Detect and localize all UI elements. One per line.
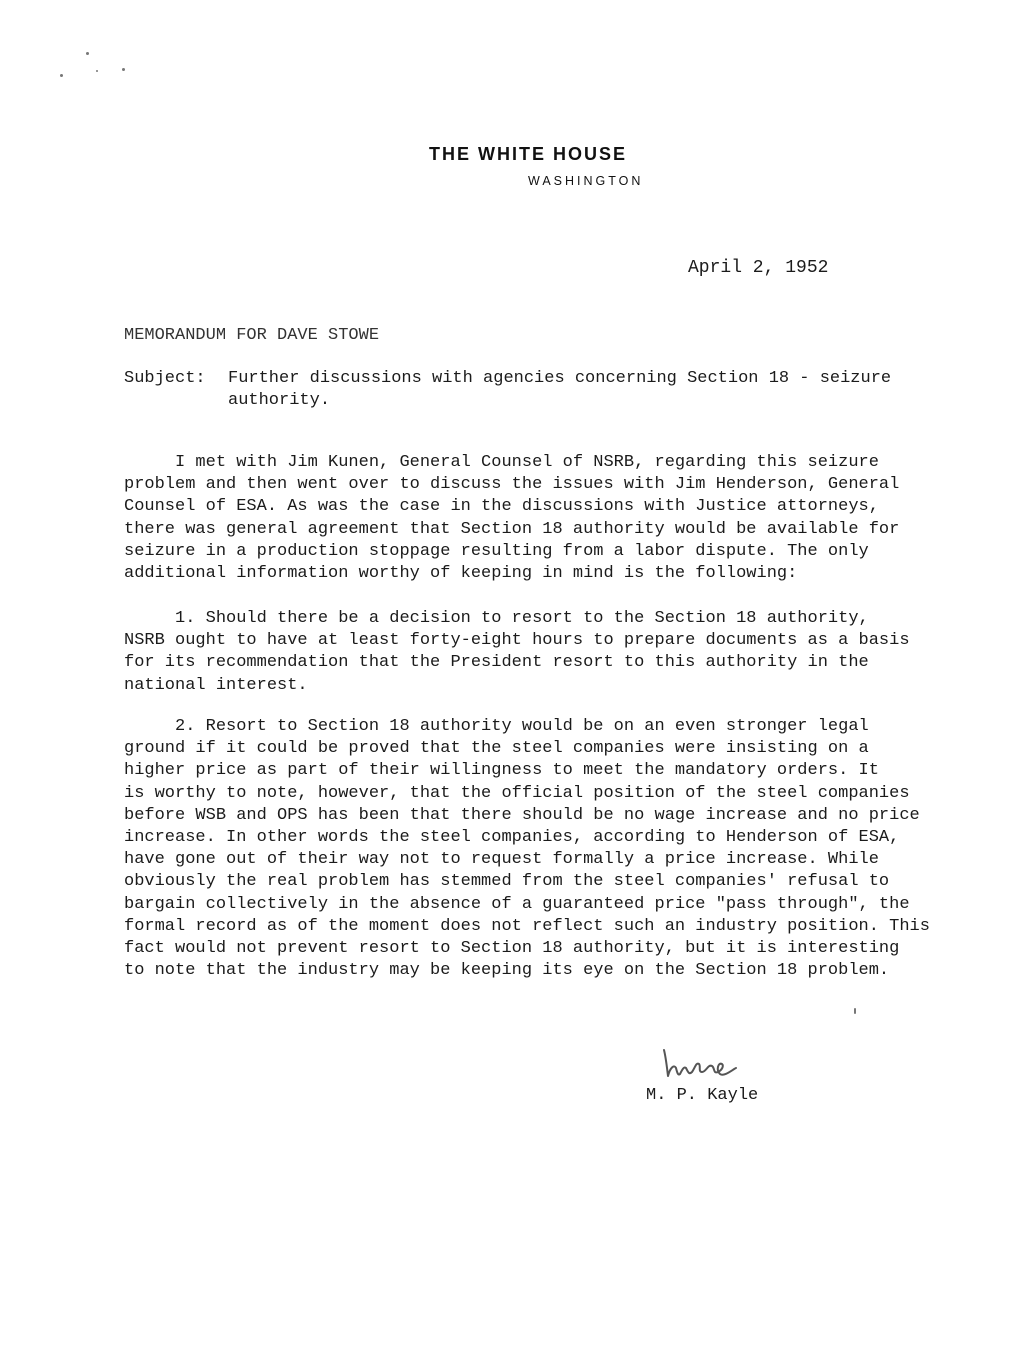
paragraph-line: formal record as of the moment does not reflect such an industry position. This	[124, 916, 930, 936]
paragraph-line: higher price as part of their willingness to meet the mandatory orders. It	[124, 761, 879, 781]
paragraph-line: ground if it could be proved that the steel companies were insisting on a	[124, 739, 869, 759]
paragraph-line: for its recommendation that the President resort to this authority in the	[124, 653, 869, 673]
paragraph-line: fact would not prevent resort to Section 18 authority, but it is interesting	[124, 939, 900, 959]
subject-label: Subject:	[124, 369, 206, 388]
paragraph-line: obviously the real problem has stemmed from the steel companies' refusal to	[124, 872, 890, 892]
paragraph-line: national interest.	[124, 675, 308, 695]
paragraph-line: increase. In other words the steel companies, according to Henderson of ESA,	[124, 828, 900, 848]
paragraph-intro	[124, 452, 964, 585]
paragraph-line: before WSB and OPS has been that there should be no wage increase and no price	[124, 805, 920, 825]
paragraph-line: seizure in a production stoppage resulting from a labor dispute. The only	[124, 541, 869, 561]
paragraph-point-2	[124, 716, 964, 982]
speck-mark	[122, 68, 125, 71]
subject-block	[124, 368, 891, 412]
memo-recipient: MEMORANDUM FOR DAVE STOWE	[124, 326, 380, 345]
signer-name: M. P. Kayle	[646, 1086, 759, 1105]
paragraph-line: problem and then went over to discuss the issues with Jim Henderson, General	[124, 475, 900, 495]
memo-date: April 2, 1952	[688, 258, 829, 278]
paragraph-line: additional information worthy of keeping in mind is the following:	[124, 564, 798, 584]
letterhead-title: THE WHITE HOUSE	[428, 144, 627, 164]
handwritten-initials	[658, 1046, 748, 1080]
letterhead-city: WASHINGTON	[528, 174, 644, 188]
paragraph-line: I met with Jim Kunen, General Counsel of NSRB, regarding this seizure	[124, 453, 879, 472]
paragraph-line: have gone out of their way not to request formally a price increase. While	[124, 850, 879, 870]
paragraph-line: 1. Should there be a decision to resort to the Section 18 authority,	[124, 609, 869, 628]
speck-mark	[60, 74, 63, 77]
paragraph-line: is worthy to note, however, that the official position of the steel companies	[124, 783, 910, 803]
paragraph-line: there was general agreement that Section 18 authority would be available for	[124, 519, 900, 539]
paragraph-line: bargain collectively in the absence of a guaranteed price "pass through", the	[124, 894, 910, 914]
paragraph-line: NSRB ought to have at least forty-eight hours to prepare documents as a basis	[124, 631, 910, 651]
paragraph-line: to note that the industry may be keeping its eye on the Section 18 problem.	[124, 961, 890, 981]
subject-line-2: authority.	[228, 391, 331, 410]
speck-mark	[96, 70, 98, 72]
speck-mark	[86, 52, 89, 55]
paragraph-line: Counsel of ESA. As was the case in the discussions with Justice attorneys,	[124, 497, 879, 517]
subject-line-1: Further discussions with agencies concerning Section 18 - seizure	[228, 369, 892, 388]
speck-mark	[854, 1008, 856, 1014]
paragraph-point-1	[124, 608, 964, 697]
paragraph-line: 2. Resort to Section 18 authority would be on an even stronger legal	[124, 717, 869, 736]
